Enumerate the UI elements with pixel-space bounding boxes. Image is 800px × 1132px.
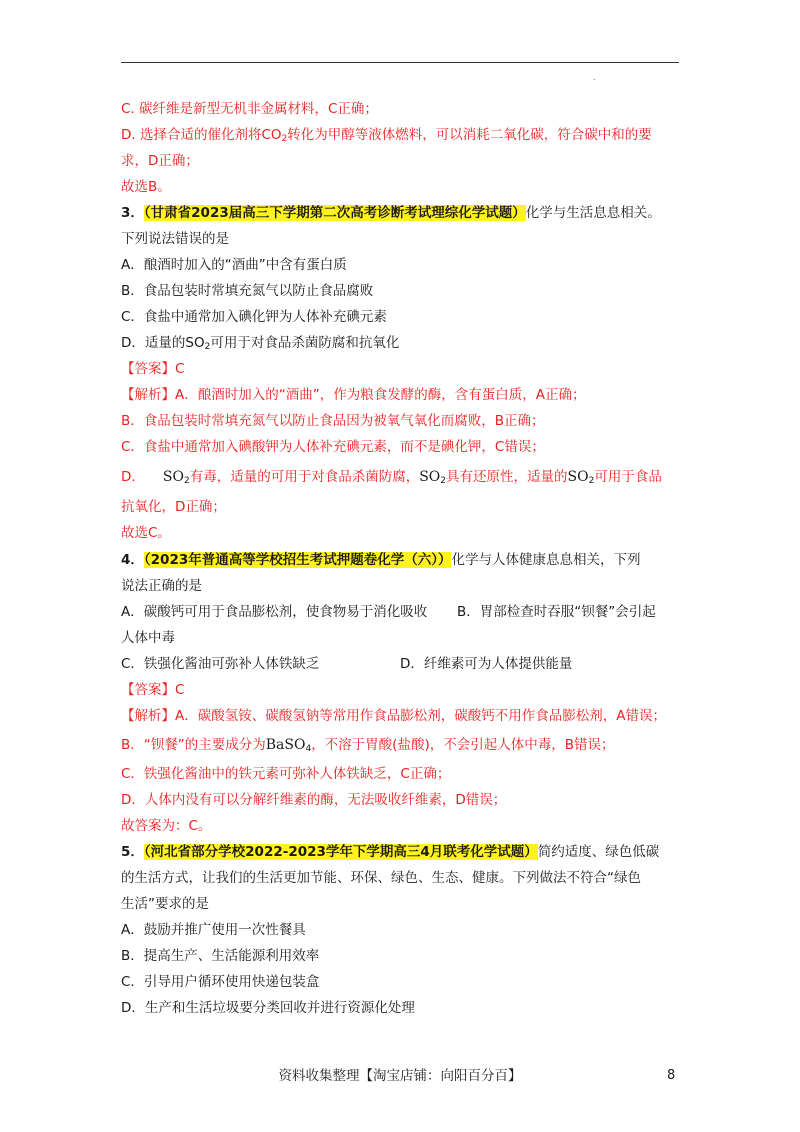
question-5-option-c: C．引导用户循环使用快递包装盒	[121, 974, 320, 990]
question-3-option-b: B．食品包装时常填充氮气以防止食品腐败	[121, 283, 374, 299]
question-4-explanation-d: D．人体内没有可以分解纤维素的酶，无法吸收纤维素，D错误；	[121, 792, 507, 808]
question-5-option-b: B．提高生产、生活能源利用效率	[121, 948, 320, 964]
header-rule	[121, 62, 679, 63]
question-4-option-d: D．纤维素可为人体提供能量	[400, 656, 573, 672]
question-4-source: （2023年普通高等学校招生考试押题卷化学（六））	[143, 552, 452, 568]
question-5-option-a: A．鼓励并推广使用一次性餐具	[121, 922, 306, 938]
question-4-explanation-a: 【解析】A．碳酸氢铵、碳酸氢钠等常用作食品膨松剂，碳酸钙不用作食品膨松剂，A错误；	[121, 708, 666, 724]
question-4-explanation-c: C．铁强化酱油中的铁元素可弥补人体铁缺乏，C正确；	[121, 766, 451, 782]
question-3-conclusion: 故选C。	[121, 525, 171, 541]
question-4-stem-cont: 说法正确的是	[121, 578, 202, 594]
question-3-explanation-b: B．食品包装时常填充氮气以防止食品因为被氧气氧化而腐败，B正确；	[121, 413, 545, 429]
question-3-explanation-c: C．食盐中通常加入碘酸钾为人体补充碘元素，而不是碘化钾，C错误；	[121, 439, 545, 455]
question-5-source: （河北省部分学校2022-2023学年下学期高三4月联考化学试题）	[143, 844, 538, 860]
prev-conclusion: 故选B。	[121, 179, 171, 195]
question-3-explanation-d: D． $SO_2$有毒，适量的可用于对食品杀菌防腐，$SO_2$具有还原性，适量的$SO_2$可用于食品	[121, 469, 662, 486]
question-3-answer: 【答案】C	[121, 361, 185, 377]
question-4-option-b-cont: 人体中毒	[121, 630, 175, 646]
prev-explanation-d-cont: 求，D正确；	[121, 153, 199, 169]
question-3-explanation-a: 【解析】A．酿酒时加入的“酒曲”，作为粮食发酵的酶，含有蛋白质，A正确；	[121, 387, 586, 403]
question-4-option-c: C．铁强化酱油可弥补人体铁缺乏 D．纤维素可为人体提供能量	[121, 651, 691, 677]
question-3-stem: 3．（甘肃省2023届高三下学期第二次高考诊断考试理综化学试题）化学与生活息息相关。	[121, 205, 661, 221]
prev-explanation-c: C. 碳纤维是新型无机非金属材料，C正确；	[121, 101, 378, 117]
question-4-conclusion: 故答案为：C。	[121, 818, 212, 834]
question-5-stem-cont: 的生活方式，让我们的生活更加节能、环保、绿色、生态、健康。下列做法不符合“绿色	[121, 870, 641, 886]
question-4-stem: 4．（2023年普通高等学校招生考试押题卷化学（六））化学与人体健康息息相关，下列	[121, 552, 641, 568]
header-mark: .	[593, 73, 596, 82]
question-4-explanation-b: B．“钡餐”的主要成分为BaSO$_4$，不溶于胃酸(盐酸)，不会引起人体中毒，B错误；	[121, 737, 615, 754]
question-5-stem: 5．（河北省部分学校2022-2023学年下学期高三4月联考化学试题）简约适度、绿色低碳	[121, 844, 660, 860]
prev-explanation-d: D. 选择合适的催化剂将$CO_2$转化为甲醇等液体燃料，可以消耗二氧化碳，符合碳中和的要	[121, 127, 652, 144]
footer-text: 资料收集整理【淘宝店铺：向阳百分百】	[278, 1068, 522, 1084]
question-4-answer: 【答案】C	[121, 682, 185, 698]
question-3-option-a: A．酿酒时加入的“酒曲”中含有蛋白质	[121, 257, 347, 273]
question-5-option-d: D．生产和生活垃圾要分类回收并进行资源化处理	[121, 1000, 415, 1016]
question-4-option-a: A．碳酸钙可用于食品膨松剂，使食物易于消化吸收 B．胃部检查时吞服“钡餐”会引起	[121, 599, 691, 625]
question-4-option-b: B．胃部检查时吞服“钡餐”会引起	[457, 604, 656, 620]
question-3-option-c: C．食盐中通常加入碘化钾为人体补充碘元素	[121, 309, 387, 325]
question-5-stem-cont2: 生活”要求的是	[121, 896, 209, 912]
question-3-explanation-d-cont: 抗氧化，D正确；	[121, 499, 226, 515]
question-3-source: （甘肃省2023届高三下学期第二次高考诊断考试理综化学试题）	[143, 205, 526, 221]
page-number: 8	[667, 1068, 676, 1083]
question-3-option-d: D．适量的$SO_2$可用于对食品杀菌防腐和抗氧化	[121, 335, 400, 352]
question-3-stem-cont: 下列说法错误的是	[121, 231, 229, 247]
